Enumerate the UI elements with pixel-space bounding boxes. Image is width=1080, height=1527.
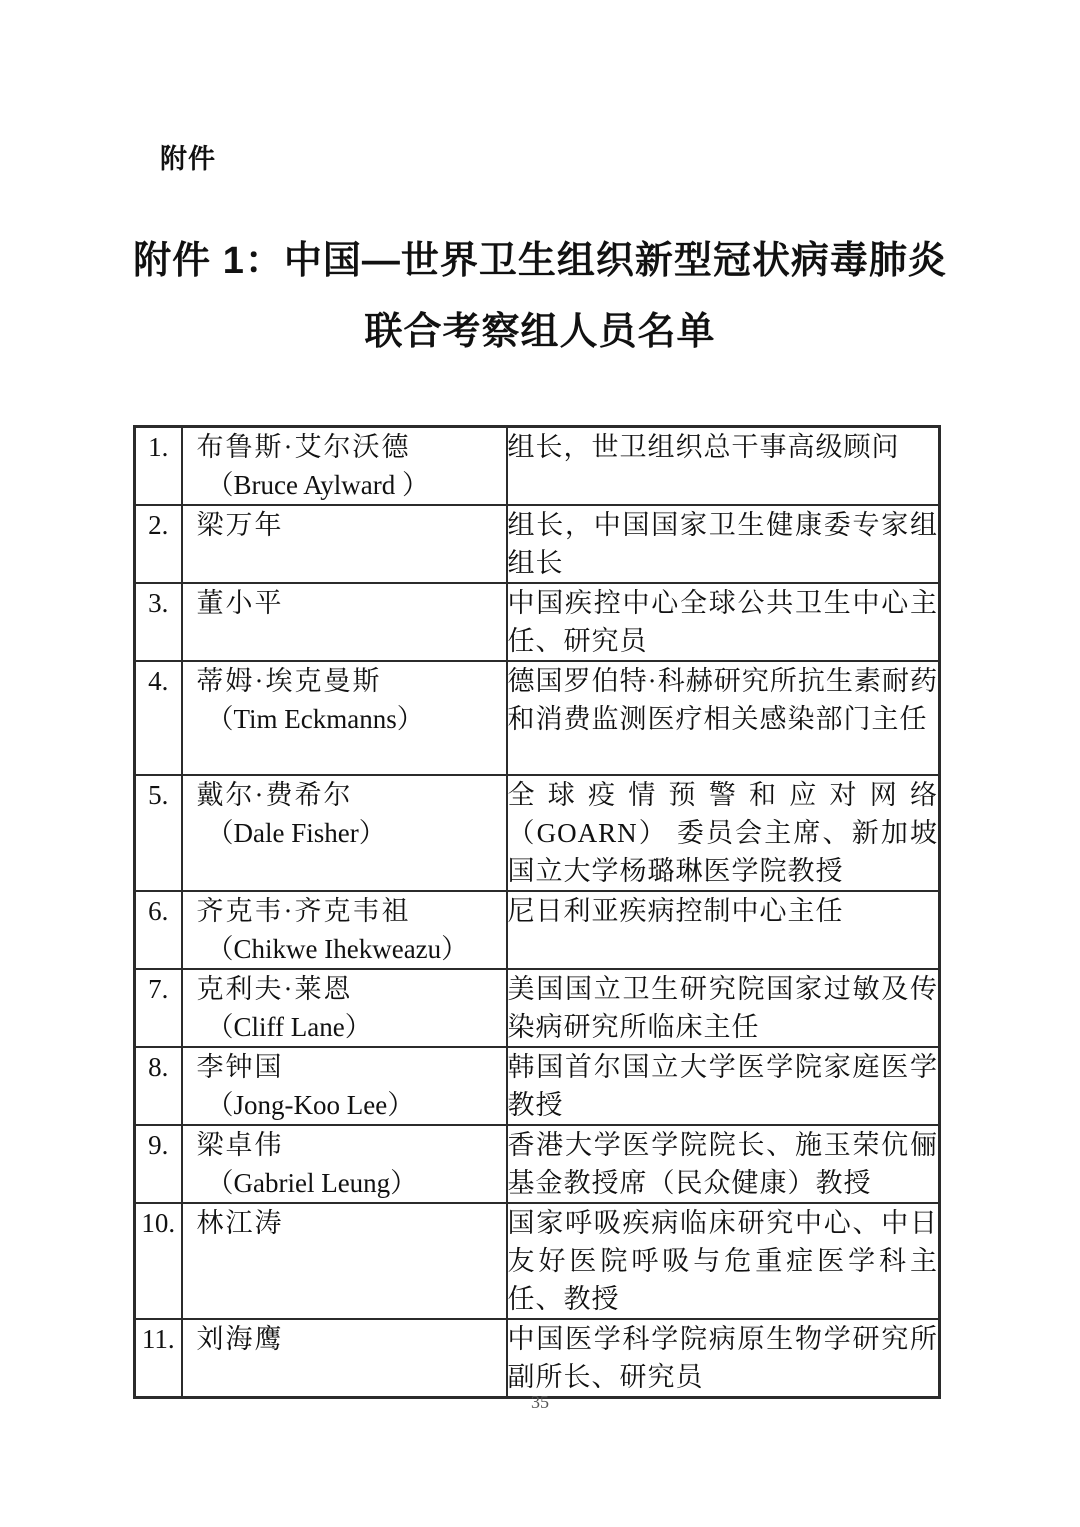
member-name-cell xyxy=(182,1319,507,1398)
member-name-cell xyxy=(182,775,507,891)
title-line-1: 附件 1：中国—世界卫生组织新型冠状病毒肺炎 xyxy=(133,240,947,282)
member-role-cell: 德国罗伯特·科赫研究所抗生素耐药和消费监测医疗相关感染部门主任 xyxy=(507,661,940,775)
member-name-english: （Chikwe Ihekweazu） xyxy=(206,934,469,964)
row-number-cell: 1. xyxy=(135,427,182,506)
member-role-cell: 尼日利亚疾病控制中心主任 xyxy=(507,891,940,969)
member-name-cell xyxy=(182,1203,507,1319)
member-name-cell xyxy=(182,505,507,583)
member-role-cell: 组长，中国国家卫生健康委专家组组长 xyxy=(507,505,940,583)
row-number-cell: 7. xyxy=(135,969,182,1047)
member-name-cell xyxy=(182,891,507,969)
member-role-cell: 国家呼吸疾病临床研究中心、中日友好医院呼吸与危重症医学科主任、教授 xyxy=(507,1203,940,1319)
attachment-label: 附件 xyxy=(160,144,216,174)
title-line-2: 联合考察组人员名单 xyxy=(364,311,716,353)
member-name-english: （Dale Fisher） xyxy=(206,818,386,848)
member-name-chinese: 梁卓伟 xyxy=(196,1130,284,1160)
table-row xyxy=(135,505,940,583)
row-number-cell: 3. xyxy=(135,583,182,661)
member-name-cell xyxy=(182,583,507,661)
table-row xyxy=(135,775,940,891)
member-name-english: （Gabriel Leung） xyxy=(206,1168,418,1198)
table-row xyxy=(135,427,940,506)
member-name-cell xyxy=(182,1047,507,1125)
member-name-cell xyxy=(182,1125,507,1203)
row-number-cell: 2. xyxy=(135,505,182,583)
member-name-chinese: 梁万年 xyxy=(196,510,284,540)
table-row xyxy=(135,1203,940,1319)
row-number-cell: 10. xyxy=(135,1203,182,1319)
page-title xyxy=(0,226,1080,368)
member-name-chinese: 蒂姆·埃克曼斯 xyxy=(196,666,382,696)
member-name-chinese: 董小平 xyxy=(196,588,284,618)
member-role-cell: 韩国首尔国立大学医学院家庭医学教授 xyxy=(507,1047,940,1125)
member-name-cell xyxy=(182,661,507,775)
member-name-english: （Bruce Aylward ） xyxy=(206,470,429,500)
table-row xyxy=(135,583,940,661)
table-row xyxy=(135,1047,940,1125)
row-number-cell: 6. xyxy=(135,891,182,969)
member-name-english: （Jong-Koo Lee） xyxy=(206,1090,415,1120)
row-number-cell: 5. xyxy=(135,775,182,891)
member-name-chinese: 齐克韦·齐克韦祖 xyxy=(196,896,411,926)
row-number-cell: 8. xyxy=(135,1047,182,1125)
member-name-chinese: 戴尔·费希尔 xyxy=(196,780,353,810)
member-role-cell: 中国疾控中心全球公共卫生中心主任、研究员 xyxy=(507,583,940,661)
table-row xyxy=(135,1319,940,1398)
member-role-cell: 组长，世卫组织总干事高级顾问 xyxy=(507,427,940,506)
members-table-body xyxy=(135,427,940,1398)
table-row xyxy=(135,1125,940,1203)
member-name-english: （Tim Eckmanns） xyxy=(206,704,424,734)
member-name-chinese: 刘海鹰 xyxy=(196,1324,284,1354)
member-name-chinese: 林江涛 xyxy=(196,1208,284,1238)
page-number: 35 xyxy=(531,1392,549,1412)
row-number-cell: 9. xyxy=(135,1125,182,1203)
row-number-cell: 4. xyxy=(135,661,182,775)
member-role-cell: 全球疫情预警和应对网络（GOARN） 委员会主席、新加坡国立大学杨璐琳医学院教授 xyxy=(507,775,940,891)
member-name-cell xyxy=(182,427,507,506)
member-name-chinese: 布鲁斯·艾尔沃德 xyxy=(196,432,411,462)
member-name-chinese: 克利夫·莱恩 xyxy=(196,974,353,1004)
table-row xyxy=(135,661,940,775)
row-number-cell: 11. xyxy=(135,1319,182,1398)
table-row xyxy=(135,891,940,969)
member-name-chinese: 李钟国 xyxy=(196,1052,284,1082)
members-table xyxy=(133,425,941,1399)
table-row xyxy=(135,969,940,1047)
member-role-cell: 美国国立卫生研究院国家过敏及传染病研究所临床主任 xyxy=(507,969,940,1047)
member-name-cell xyxy=(182,969,507,1047)
member-name-english: （Cliff Lane） xyxy=(206,1012,372,1042)
member-role-cell: 中国医学科学院病原生物学研究所副所长、研究员 xyxy=(507,1319,940,1398)
member-role-cell: 香港大学医学院院长、施玉荣伉俪基金教授席（民众健康）教授 xyxy=(507,1125,940,1203)
